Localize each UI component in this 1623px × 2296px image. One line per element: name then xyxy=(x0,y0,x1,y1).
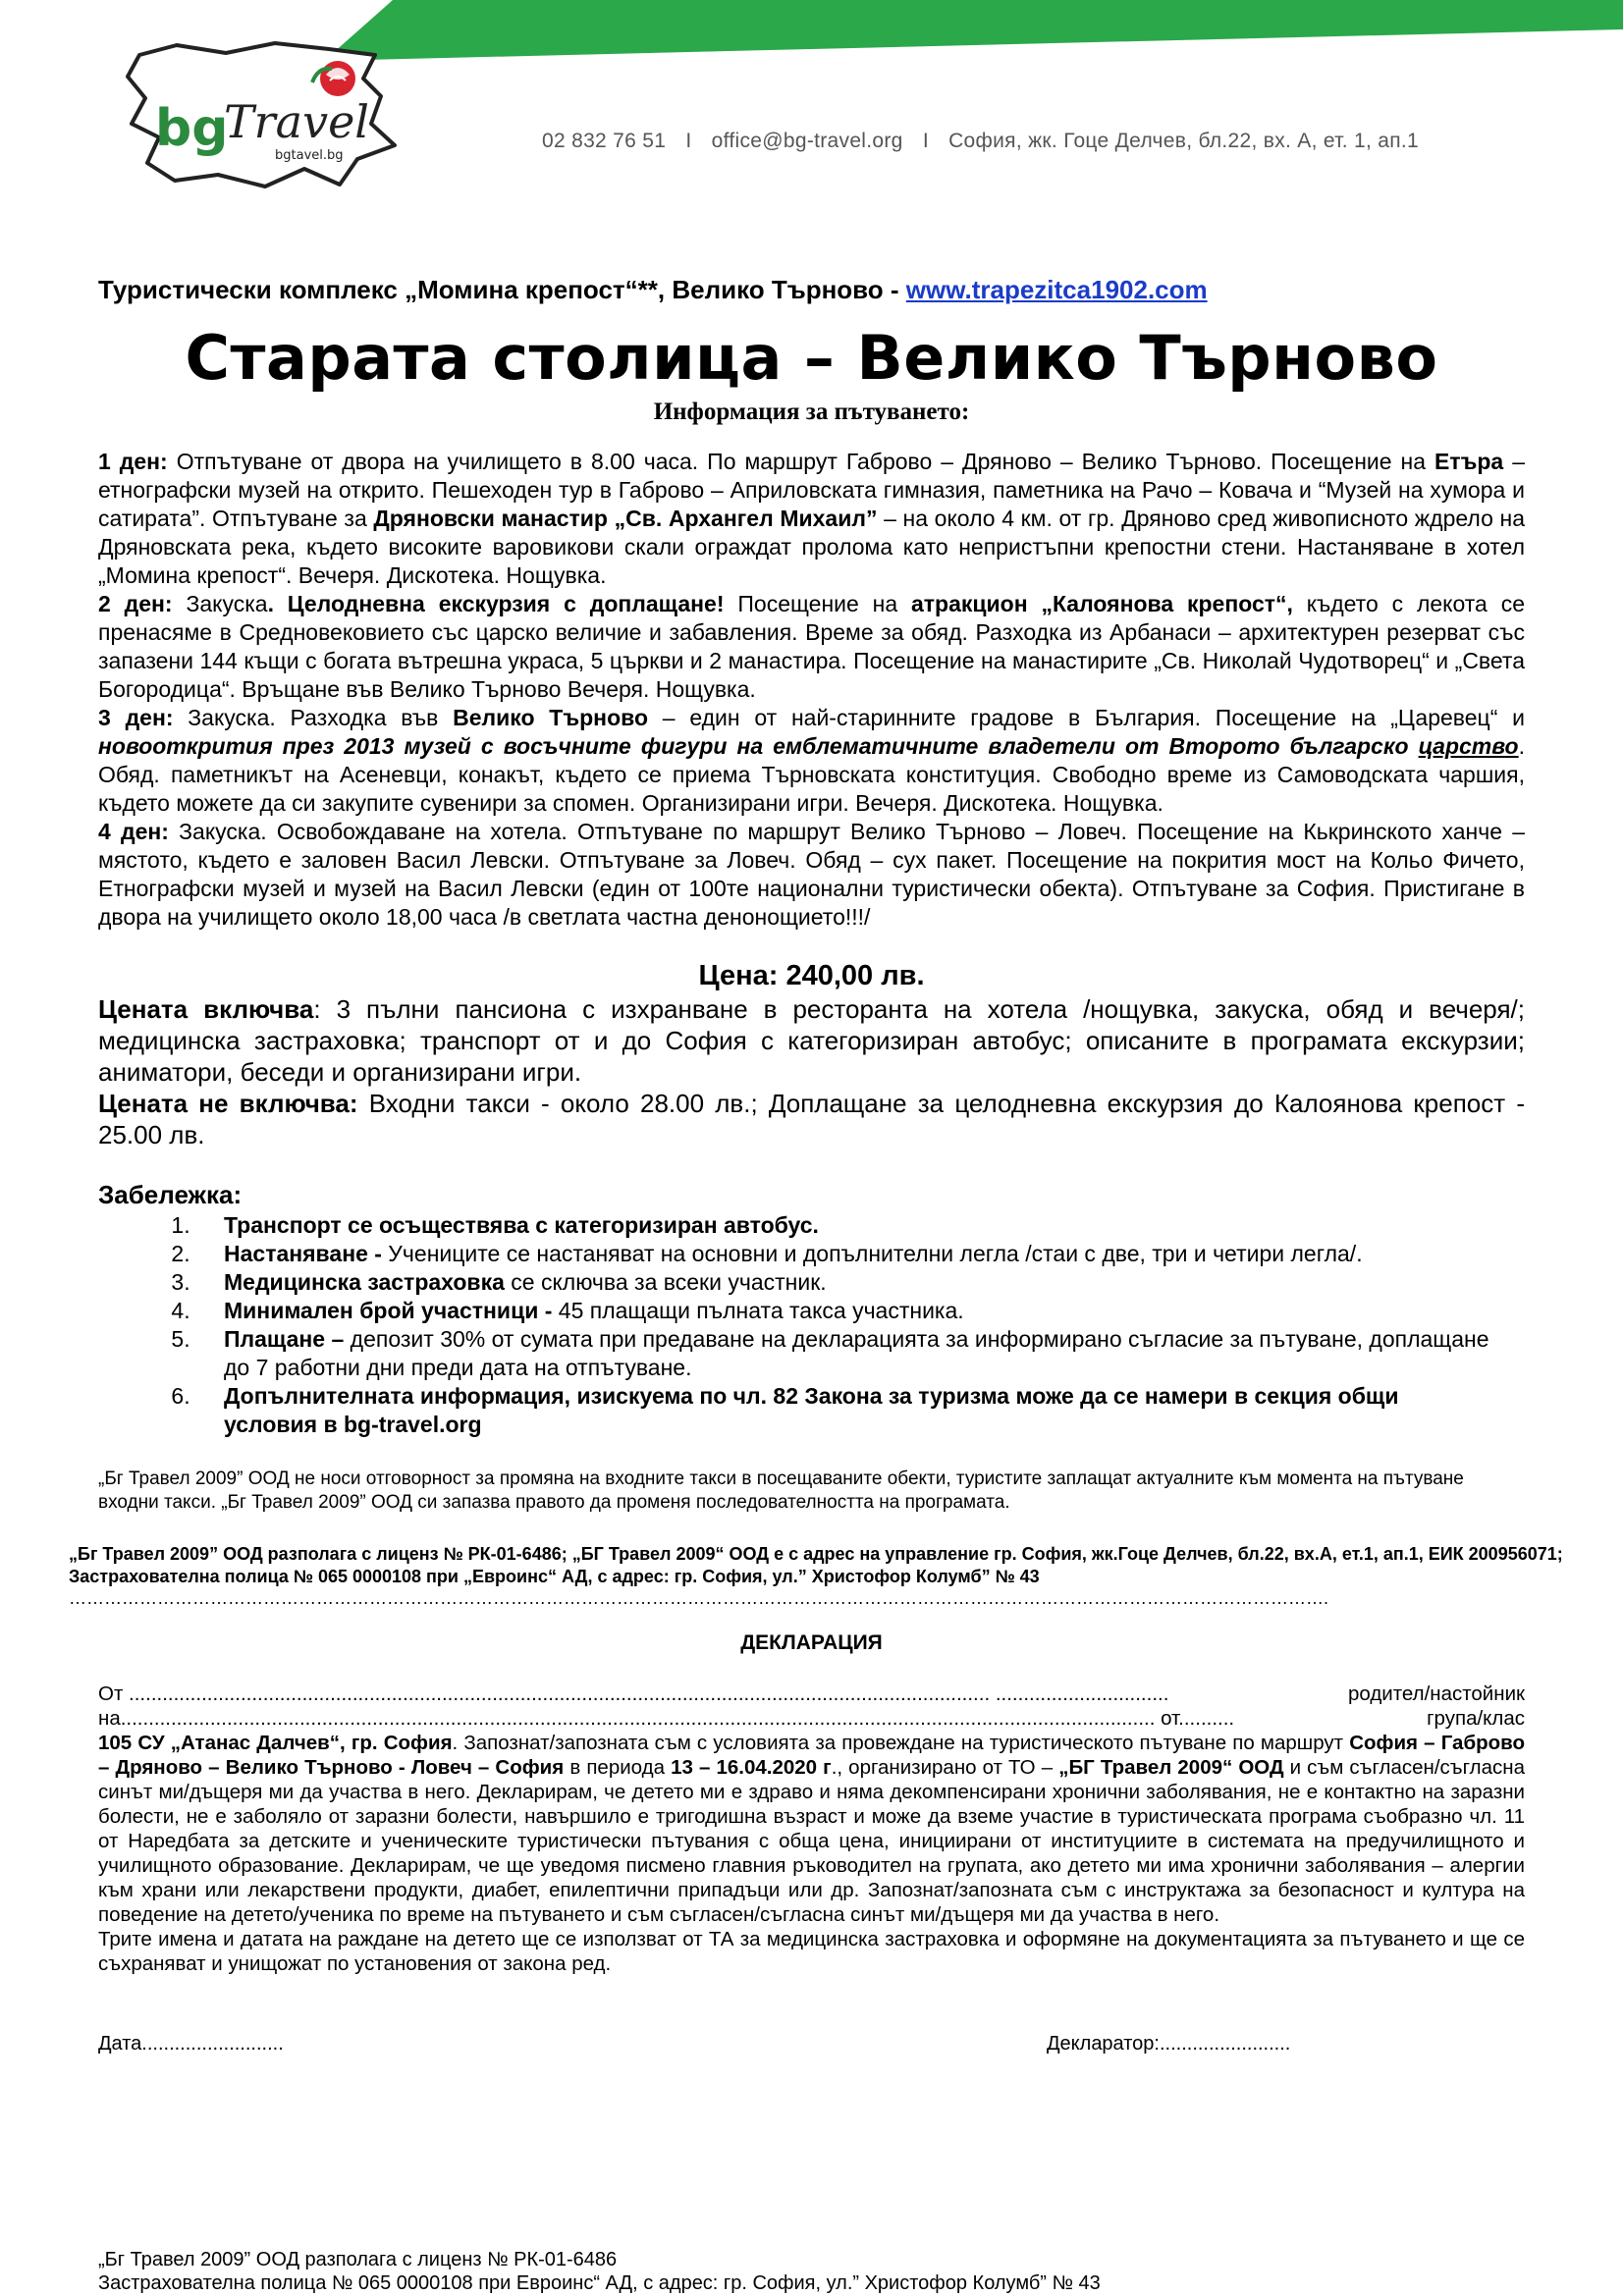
day-text: – етнографски музей на открито. Пешеходен тур в Габрово – Априловската гимназия, паметника на Рачо – Ковача и “Музей на хумора и сатирата”. Отпътуване за xyxy=(98,449,1526,531)
day-highlight: царство xyxy=(1418,733,1519,759)
hotel-line xyxy=(98,275,1208,305)
hotel-website-link[interactable]: www.trapezitca1902.com xyxy=(905,275,1208,304)
day-label: 4 ден: xyxy=(98,819,169,844)
day-text: – един от най-старинните градове в България. Посещение на „Царевец“ и xyxy=(648,705,1525,730)
fill-label: група/клас xyxy=(1427,1707,1525,1730)
day-highlight: . Целодневна екскурзия с доплащане! xyxy=(267,591,725,616)
day-text: . Обяд. паметникът на Асеневци, конакът, където се приема Търновската конституция. Свободно време из Самоводската чаршия, където можете да си закупите сувенири за спомен. Организирани игри. Вечеря. Дискотека. Нощувка. xyxy=(98,733,1525,816)
day-text: – на около 4 км. от гр. Дряново сред живописното ждрело на Дряновската река, където високите варовикови скали ограждат пролома като непристъпни крепостни стени. Настаняване в хотел „Момина крепост“. Вечеря. Дискотека. Нощувка. xyxy=(98,506,1525,588)
note-item: 4. Минимален брой участници - 45 плащащи пълната такса участника. xyxy=(196,1297,1492,1325)
price-terms xyxy=(98,993,1525,1150)
page-subtitle: Информация за пътуването: xyxy=(653,399,970,425)
disclaimer: „Бг Травел 2009” ООД не носи отговорност за промяна на входните такси в посещаваните обекти, туристите заплащат актуалните към момента на пътуване входни такси. „Бг Травел 2009” ООД си запазва правото да променя последователността на програмата. xyxy=(98,1468,1464,1513)
note-item: 5. Плащане – депозит 30% от сумата при предаване на декларацията за информирано съгласие за пътуване, доплащане до 7 работни дни преди дата на отпътуване. xyxy=(196,1325,1492,1382)
price-includes xyxy=(98,993,1525,1088)
day-highlight: атракцион „Калоянова крепост“, xyxy=(911,591,1293,616)
organizer: „БГ Травел 2009“ ООД xyxy=(1058,1756,1284,1779)
phone-number: 02 832 76 51 xyxy=(542,130,667,152)
svg-text:bg: bg xyxy=(155,99,229,158)
day-4 xyxy=(98,818,1525,932)
day-text: Закуска. Разходка във xyxy=(173,705,454,730)
excludes-text: Входни такси - около 28.00 лв.; Доплащане за целодневна екскурзия до Калоянова крепост - 25.00 лв. xyxy=(98,1089,1525,1149)
day-text: Закуска xyxy=(172,591,268,616)
note-item: 2. Настаняване - Учениците се настаняват на основни и допълнителни легла /стаи с две, три и четири легла/. xyxy=(196,1240,1492,1268)
includes-text: : 3 пълни пансиона с изхранване в ресторанта на хотела /нощувка, закуска, обяд и вечеря/; медицинска застраховка; транспорт от и до София с категоризиран автобус; описаните в програмата екскурзии; аниматори, беседи и организирани игри. xyxy=(98,994,1526,1087)
day-text: където с лекота се пренасяме в Средновековието със царско величие и забавления. Време за обяд. Разходка из Арбанаси – архитектурен резерват със запазени 144 къщи с богата вътрешна украса, 5 църкви и 2 манастира. Посещение на манастирите „Св. Николай Чудотворец“ и „Света Богородица“. Връщане във Велико Търново Вечеря. Нощувка. xyxy=(98,591,1525,702)
day-3 xyxy=(98,704,1525,818)
page-title: Старата столица – Велико Търново xyxy=(185,322,1438,394)
bgtravel-logo xyxy=(118,39,403,196)
declaration-title: ДЕКЛАРАЦИЯ xyxy=(740,1631,883,1654)
day-1 xyxy=(98,448,1525,590)
includes-label: Цената включва xyxy=(98,994,314,1024)
dotted-separator: ……………………………………………………………………………………………………………………………………………………………………………………………. xyxy=(69,1588,1329,1608)
fill-line: От .......................................................................................................................................................... ............................... xyxy=(98,1682,1169,1705)
route: София – Габрово – Дряново – Велико Търново - Ловеч – София xyxy=(98,1732,1526,1779)
footer xyxy=(98,2248,1101,2295)
parent-name-line[interactable] xyxy=(98,1682,1525,1706)
separator: I xyxy=(685,130,692,152)
price-excludes xyxy=(98,1088,1525,1150)
day-text: Закуска. Освобождаване на хотела. Отпътуване по маршрут Велико Търново – Ловеч. Посещение на Кькринското ханче – мястото, където е заловен Васил Левски. Отпътуване за Ловеч. Обяд – сух пакет. Посещение на покрития мост на Кольо Фичето, Етнографски музей и музей на Васил Левски (един от 100те национални туристически обекта). Отпътуване за София. Пристигане в двора на училището около 18,00 часа /в светлата частна денонощието!!!/ xyxy=(98,819,1525,930)
notes-heading: Забележка: xyxy=(98,1180,243,1209)
school-name: 105 СУ „Атанас Далчев“, гр. София xyxy=(98,1732,453,1754)
day-label: 2 ден: xyxy=(98,591,173,616)
date-signature-field[interactable]: Дата.......................... xyxy=(98,2033,284,2055)
notes-list xyxy=(98,1211,1492,1439)
license-info: „Бг Травел 2009” ООД разполага с лиценз № РК-01-6486; „БГ Травел 2009“ ООД е с адрес на управление гр. София, жк.Гоце Делчев, бл.22, вх.А, ет.1, ап.1, ЕИК 200956071; Застрахователна полица № 065 0000108 при „Евроинс“ АД, с адрес: гр. София, ул.” Христофор Колумб” № 43 xyxy=(69,1544,1563,1586)
day-highlight: Велико Търново xyxy=(453,705,648,730)
declaration-paragraph: Трите имена и датата на раждане на детето ще се използват от ТА за медицинска застраховка и оформяне на документацията за пътуването и ще се съхраняват и унищожат по установения от закона ред. xyxy=(98,1928,1525,1975)
svg-text:Travel: Travel xyxy=(224,95,370,148)
fill-line: на......................................................................................................................................................................................... от.......... xyxy=(98,1707,1235,1730)
fill-label: родител/настойник xyxy=(1347,1682,1525,1705)
note-item: 3. Медицинска застраховка се сключва за всеки участник. xyxy=(196,1268,1492,1297)
child-name-line[interactable] xyxy=(98,1706,1525,1731)
day-highlight: Етъра xyxy=(1434,449,1504,474)
day-highlight: новооткрития през 2013 музей с восъчните фигури на емблематичните владетели от Второто българско xyxy=(98,733,1419,759)
note-item: 1. Транспорт се осъществява с категоризиран автобус. xyxy=(196,1211,1492,1240)
day-text: Отпътуване от двора на училището в 8.00 часа. По маршрут Габрово – Дряново – Велико Търново. Посещение на xyxy=(167,449,1435,474)
footer-insurance: Застрахователна полица № 065 0000108 при Евроинс“ АД, с адрес: гр. София, ул.” Христофор Колумб” № 43 xyxy=(98,2272,1101,2294)
day-label: 1 ден: xyxy=(98,449,168,474)
contact-line xyxy=(542,130,1419,153)
note-item: 6. Допълнителната информация, изискуема по чл. 82 Закона за туризма може да се намери в секция общи условия в bg-travel.org xyxy=(196,1382,1492,1439)
email-address[interactable]: office@bg-travel.org xyxy=(711,130,903,152)
excludes-label: Цената не включва: xyxy=(98,1089,358,1118)
price: Цена: 240,00 лв. xyxy=(698,960,925,991)
declarant-signature-field[interactable]: Декларатор:........................ xyxy=(1047,2033,1291,2055)
declaration-body xyxy=(98,1682,1525,1976)
day-text: Посещение на xyxy=(724,591,911,616)
day-label: 3 ден: xyxy=(98,705,174,730)
separator: I xyxy=(922,130,929,152)
day-2 xyxy=(98,590,1525,704)
day-highlight: Дряновски манастир „Св. Архангел Михаил” xyxy=(373,506,878,531)
office-address: София, жк. Гоце Делчев, бл.22, вх. А, ет. 1, ап.1 xyxy=(948,130,1420,152)
footer-license: „Бг Травел 2009” ООД разполага с лиценз № РК-01-6486 xyxy=(98,2249,618,2270)
program-section xyxy=(98,448,1525,932)
logo-subtext: bgtavel.bg xyxy=(275,148,344,163)
declaration-paragraph: 105 СУ „Атанас Далчев“, гр. София. Запознат/запозната съм с условията за провеждане на туристическото пътуване по маршрут София – Габрово – Дряново – Велико Търново - Ловеч – София в периода 13 – 16.04.2020 г., организирано от ТО – „БГ Травел 2009“ ООД и съм съгласен/съгласна синът ми/дъщеря ми да участва в него. Декларирам, че детето ми е здраво и няма декомпенсирани хронични заболявания, не е контактно на заразни болести, не е заболяло от заразни болести, навършило е тригодишна възраст и може да вземе участие в туристическата програма съобразно чл. 11 от Наредбата за детските и ученическите туристически пътувания с обща цена, инициирани от институциите в системата на предучилищното и училищното образование. Декларирам, че ще уведомя писмено главния ръководител на групата, ако детето ми има хронични заболявания – алергии към храни или лекарствени продукти, диабет, епилептични припадъци или др. Запознат/запозната съм с инструктажа за безопасност и култура на поведение на детето/ученика по време на пътуването и съм съгласен/съгласна синът ми/дъщеря ми да участва в него. xyxy=(98,1732,1526,1926)
hotel-text: Туристически комплекс „Момина крепост“**, Велико Търново - xyxy=(98,275,906,304)
trip-dates: 13 – 16.04.2020 г xyxy=(671,1756,832,1779)
